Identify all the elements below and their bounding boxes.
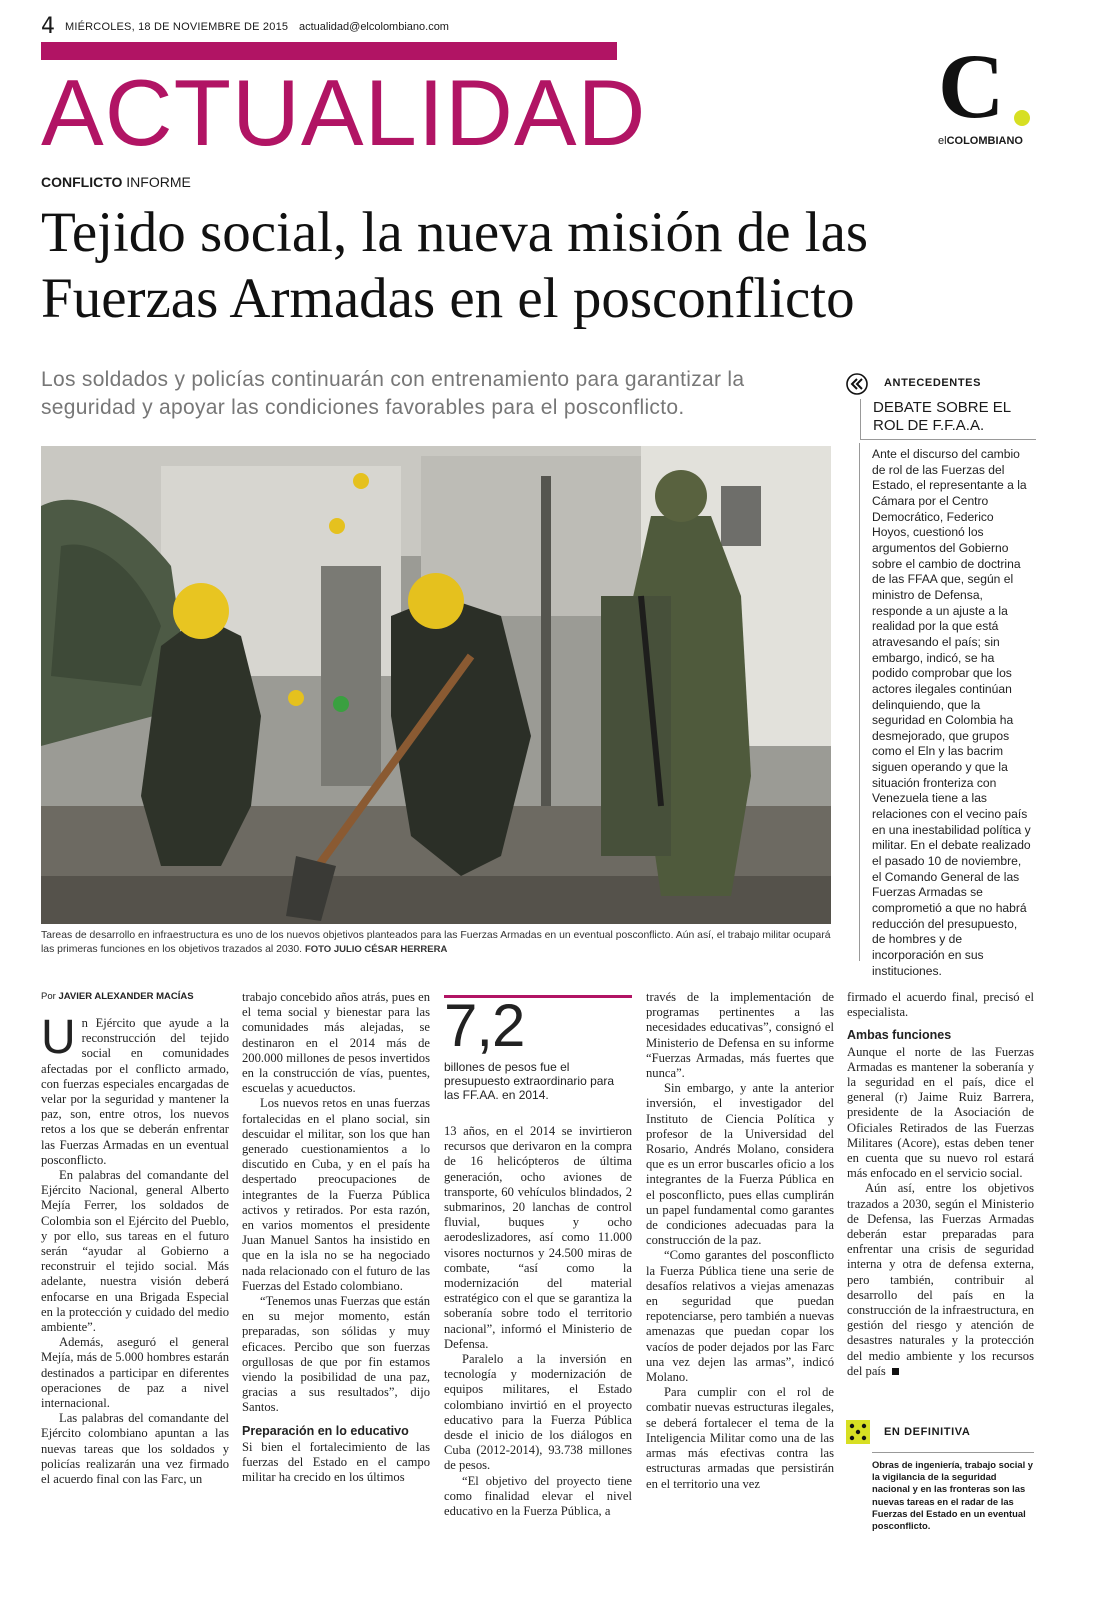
section-color-bar xyxy=(41,42,617,60)
photo-credit: FOTO JULIO CÉSAR HERRERA xyxy=(304,944,448,955)
section-email: actualidad@elcolombiano.com xyxy=(299,21,449,33)
stat-number: 7,2 xyxy=(444,992,525,1059)
paragraph: “Como garantes del posconflicto la Fuerza Pública tiene una serie de desafíos relativos a viejas amenazas en seguridad que puedan repotenciarse, pero también a nuevas amenazas que puedan copar los vacíos de poder dejados por las Farc una vez dejen las armas”, indicó Molano. xyxy=(646,1248,834,1385)
newspaper-logo xyxy=(934,35,1036,148)
paragraph: Las palabras del comandante del Ejército colombiano apuntan a las nuevas tareas que los soldados y policías realizarán una vez firmado el acuerdo final con las Farc, un xyxy=(41,1411,229,1487)
stat-description: billones de pesos fue el presupuesto extraordinario para las FF.AA. en 2014. xyxy=(444,1060,615,1102)
photo-caption: Tareas de desarrollo en infraestructura es uno de los nuevos objetivos planteados para las Fuerzas Armadas en un eventual posconflicto. Aún así, el trabajo militar ocupará las primeras funciones en los objetivos trazados al 2030. FOTO JULIO CÉSAR HERRERA xyxy=(41,930,831,955)
paragraph: Para cumplir con el rol de combatir nuevas estructuras ilegales, se deberá fortalecer el tema de la Inteligencia Militar como una de las armas más efectivas contra las estructuras armadas que persistirán en el territorio una vez xyxy=(646,1385,834,1491)
paragraph: Además, aseguró el general Mejía, más de 5.000 hombres estarán destinados a participar en diferentes operaciones de paz a nivel internacional. xyxy=(41,1335,229,1411)
article-headline: Tejido social, la nueva misión de las Fuerzas Armadas en el posconflicto xyxy=(41,201,869,330)
soldiers-working-photo xyxy=(41,446,831,924)
sidebar-tag: ANTECEDENTES xyxy=(884,377,982,389)
paragraph: Los nuevos retos en unas fuerzas fortalecidas en el plano social, sin descuidar el militar, son los que han generado cuestionamientos a lo discutido en Cuba, y en el país ha despertado preocupaciones de integrantes de la Fuerza Pública activos y retirados. Por esta razón, en varios momentos el presidente Juan Manuel Santos ha insistido en que en la isla no se ha negociado nada relacionado con el futuro de las Fuerzas del Estado colombiano. xyxy=(242,1096,430,1293)
page-header xyxy=(41,14,1033,42)
paragraph: “Tenemos unas Fuerzas que están en su mejor momento, están preparadas, son sólidas y muy eficaces. Percibo que son fuerzas orgullosas de que por fin estamos viendo la posibilidad de una paz, gracias a sus resultados”, dijo Santos. xyxy=(242,1294,430,1415)
section-title: ACTUALIDAD xyxy=(41,60,647,165)
subheading: Preparación en lo educativo xyxy=(242,1423,409,1438)
paragraph: En palabras del comandante del Ejército Nacional, general Alberto Mejía Ferrer, los soldados de Colombia son el Ejército del Pueblo, y por ello, sus tareas en el futuro serán “ayudar al Gobierno a reconstruir el tejido social. Más adelante, nuestra visión deberá enfocarse en una Brigada Especial en la protección y cuidado del medio ambiente”. xyxy=(41,1168,229,1335)
paragraph: través de la implementación de programas pertinentes a las necesidades educativas”, consignó el Ministerio de Defensa en su informe “Fuerzas Armadas, más fuertes que nunca”. xyxy=(646,990,834,1081)
paragraph: “El objetivo del proyecto tiene como finalidad elevar el nivel educativo en la Fuerza Pública, a xyxy=(444,1473,632,1519)
paragraph: Sin embargo, y ante la anterior inversión, el investigador del Instituto de Ciencia Política y profesor de la Universidad del Rosario, Andrés Molano, considera que es un error buscarles oficio a los integrantes de la Fuerza Pública en el posconflicto, pues ellas cumplirán un papel fundamental como garantes de condiciones adecuadas para la construcción de la paz. xyxy=(646,1081,834,1248)
article-column-5 xyxy=(847,990,1034,1379)
edition-date: MIÉRCOLES, 18 DE NOVIEMBRE DE 2015 xyxy=(65,21,289,33)
end-of-article-icon xyxy=(892,1368,899,1375)
paragraph: Si bien el fortalecimiento de las fuerzas del Estado en el campo militar ha crecido en los últimos xyxy=(242,1439,430,1485)
paragraph: 13 años, en el 2014 se invirtieron recursos que derivaron en la compra de 16 helicópteros de última generación, ocho aviones de transporte, 60 vehículos blindados, 2 submarinos, 20 lanchas de control fluvial, buques y ocho aerodeslizadores, así como 11.000 visores nocturnos y 24.500 miras de combate, “así como la modernización del material estratégico con el que se garantiza la soberanía sobre todo el territorio nacional”, informó el Ministerio de Defensa. xyxy=(444,1124,632,1351)
double-chevron-left-icon xyxy=(846,373,868,395)
logo-dot-icon xyxy=(1014,110,1030,126)
sidebar-body: Ante el discurso del cambio de rol de las Fuerzas del Estado, el representante a la Cámara por el Centro Democrático, Federico Hoyos, cuestionó los argumentos del Gobierno sobre el cambio de doctrina de las FFAA que, según el ministro de Defensa, responde a un ajuste a la realidad por la que está atravesando el país; sin embargo, indicó, se ha podido comprobar que los actores ilegales continúan delinquiendo, que la seguridad en Colombia ha desmejorado, que grupos como el Eln y las bacrim siguen operando y que la situación fronteriza con Venezuela tiene a las relaciones con el vecino país en una inestabilidad política y militar. En el debate realizado el pasado 10 de noviembre, el Comando General de las Fuerzas Armadas se comprometió a que no habrá reducción del presupuesto, de hombres y de incorporación en sus instituciones. xyxy=(872,447,1031,978)
article-deck: Los soldados y policías continuarán con entrenamiento para garantizar la seguridad y apoyar las condiciones favorables para el posconflicto. xyxy=(41,368,745,419)
article-column-3 xyxy=(444,990,632,1519)
summary-box xyxy=(846,1418,1034,1538)
article-column-4 xyxy=(646,990,834,1492)
paragraph: firmado el acuerdo final, precisó el especialista. xyxy=(847,990,1034,1020)
paragraph: Paralelo a la inversión en tecnología y modernización de equipos militares, el Estado colombiano invirtió en el proyecto educativo para la Fuerza Pública desde el inicio de los diálogos en Cuba (2012-2014), 93.738 millones de pesos. xyxy=(444,1352,632,1473)
summary-text: Obras de ingeniería, trabajo social y la vigilancia de la seguridad nacional y en las fronteras son las nuevas tareas en el radar de las Fuerzas del Estado en un eventual posconflicto. xyxy=(872,1452,1034,1532)
logo-name: elCOLOMBIANO xyxy=(938,135,1023,147)
sidebar-divider xyxy=(859,443,860,961)
paragraph: Aún así, entre los objetivos trazados a 2030, según el Ministerio de Defensa, las Fuerzas Armadas deberán estar preparadas para enfrentar una crisis de seguridad interna y otra de defensa externa, pero también, contribuir al desarrollo del país en la construcción de la infraestructura, en gestión del riesgo y atención de desastres naturales y la protección del medio ambiente y los recursos del país xyxy=(847,1181,1034,1378)
drop-cap: U xyxy=(41,1011,76,1064)
yellow-dots-icon xyxy=(846,1420,870,1444)
byline: Por JAVIER ALEXANDER MACÍAS xyxy=(41,991,194,1002)
page-number: 4 xyxy=(41,14,55,39)
article-column-1 xyxy=(41,990,229,1487)
article-kicker: CONFLICTO INFORME xyxy=(41,174,191,190)
lead-paragraph: Un Ejército que ayude a la reconstrucción del tejido social en comunidades afectadas por el conflicto armado, con fuerzas especiales encargadas de velar por la seguridad y mantener la paz, son, entre otros, los nuevos retos a los que se deberán enfrentar las Fuerzas Armadas en un eventual posconflicto. xyxy=(41,1011,229,1167)
article-column-2 xyxy=(242,990,430,1486)
subheading: Ambas funciones xyxy=(847,1028,952,1043)
logo-letter: C xyxy=(938,35,1005,137)
paragraph: Aunque el norte de las Fuerzas Armadas es mantener la soberanía y la seguridad en el país, dice el general (r) Jaime Ruiz Barrera, presidente de la Asociación de Oficiales Retirados de las Fuerzas Militares (Acore), estas deben tener en cuenta que su nuevo rol estará más enfocado en el servicio social. xyxy=(847,1044,1034,1181)
paragraph: trabajo concebido años atrás, pues en el tema social y bienestar para las comunidades más alejadas, se destinaron en el 2014 más de 200.000 millones de pesos invertidos en la construcción de vías, puentes, escuelas y acueductos. xyxy=(242,990,430,1096)
article-photo xyxy=(41,446,831,924)
summary-tag: EN DEFINITIVA xyxy=(884,1426,971,1438)
sidebar-title: DEBATE SOBRE EL ROL DE F.F.A.A. xyxy=(860,399,1036,440)
